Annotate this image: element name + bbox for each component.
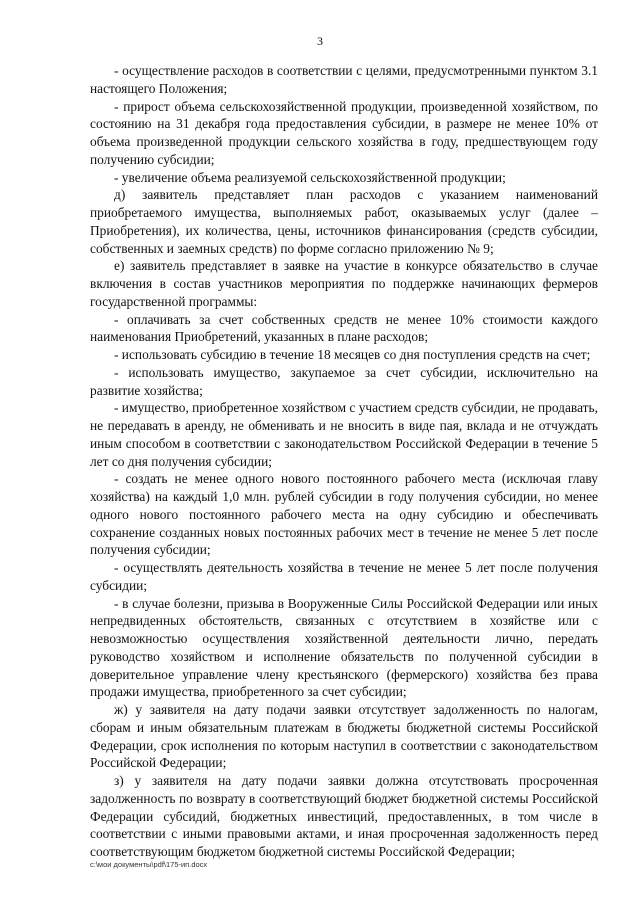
paragraph: - в случае болезни, призыва в Вооруженные Силы Российской Федерации или иных непредвиденных обстоятельств, связанных с отсутствием в хозяйстве или с невозможностью осуществления хозяйственной деятельности лично, передать руководство хозяйством и исполнение обязательств по полученной субсидии в доверительное управление члену крестьянского (фермерского) хозяйства без права продажи имущества, приобретенного за счет субсидии; [90, 595, 598, 700]
paragraph: - увеличение объема реализуемой сельскохозяйственной продукции; [114, 169, 506, 185]
paragraph: - имущество, приобретенное хозяйством с участием средств субсидии, не продавать, не передавать в аренду, не обменивать и не вносить в виде пая, вклада и не отчуждать иным способом в соответствии с законодательством Российской Федерации в течение 5 лет со дня получения субсидии; [90, 400, 598, 469]
paragraph: - осуществлять деятельность хозяйства в течение не менее 5 лет после получения субсидии; [90, 560, 598, 593]
paragraph: - использовать имущество, закупаемое за счет субсидии, исключительно на развитие хозяйства; [90, 364, 598, 398]
paragraph: д) заявитель представляет план расходов с указанием наименований приобретаемого имущества, выполняемых работ, оказываемых услуг (далее – Приобретения), их количества, цены, источников финансирования (средств субсидии, собственных и заемных средств) по форме согласно приложению № 9; [90, 187, 598, 256]
paragraph: ж) у заявителя на дату подачи заявки отсутствует задолженность по налогам, сборам и иным обязательным платежам в бюджеты бюджетной системы Российской Федерации, срок исполнения по которым наступил в соответствии с законодательством Российской Федерации; [90, 702, 598, 771]
paragraph: - создать не менее одного нового постоянного рабочего места (исключая главу хозяйства) на каждый 1,0 млн. рублей субсидии в году получения субсидии, но менее одного нового постоянного рабочего места на одну субсидию и обеспечивать сохранение созданных новых постоянных рабочих мест в течение не менее 5 лет после получения субсидии; [90, 471, 598, 558]
paragraph: - использовать субсидию в течение 18 месяцев со дня поступления средств на счет; [114, 347, 591, 362]
page-number: 3 [317, 34, 323, 48]
paragraph: - осуществление расходов в соответствии с целями, предусмотренными пунктом 3.1 настоящего Положения; [90, 63, 598, 96]
paragraph: - оплачивать за счет собственных средств не менее 10% стоимости каждого наименования Приобретений, указанных в плане расходов; [90, 311, 598, 345]
paragraph: з) у заявителя на дату подачи заявки должна отсутствовать просроченная задолженность по возврату в соответствующий бюджет бюджетной системы Российской Федерации субсидий, бюджетных инвестиций, предоставленных, в том числе в соответствии с иными правовыми актами, и иная просроченная задолженность перед соответствующим бюджетом бюджетной системы Российской Федерации; [90, 773, 598, 859]
document-body [90, 62, 598, 861]
paragraph: е) заявитель представляет в заявке на участие в конкурсе обязательство в случае включения в состав участников мероприятия по поддержке начинающих фермеров государственной программы: [90, 258, 598, 309]
footer-file-path: c:\мои документы\pdf\175-ип.docx [90, 860, 208, 869]
paragraph: - прирост объема сельскохозяйственной продукции, произведенной хозяйством, по состоянию на 31 декабря года предоставления субсидии, в размере не менее 10% от объема произведенной продукции сельского хозяйства в году, предшествующем году получению субсидии; [90, 98, 598, 167]
